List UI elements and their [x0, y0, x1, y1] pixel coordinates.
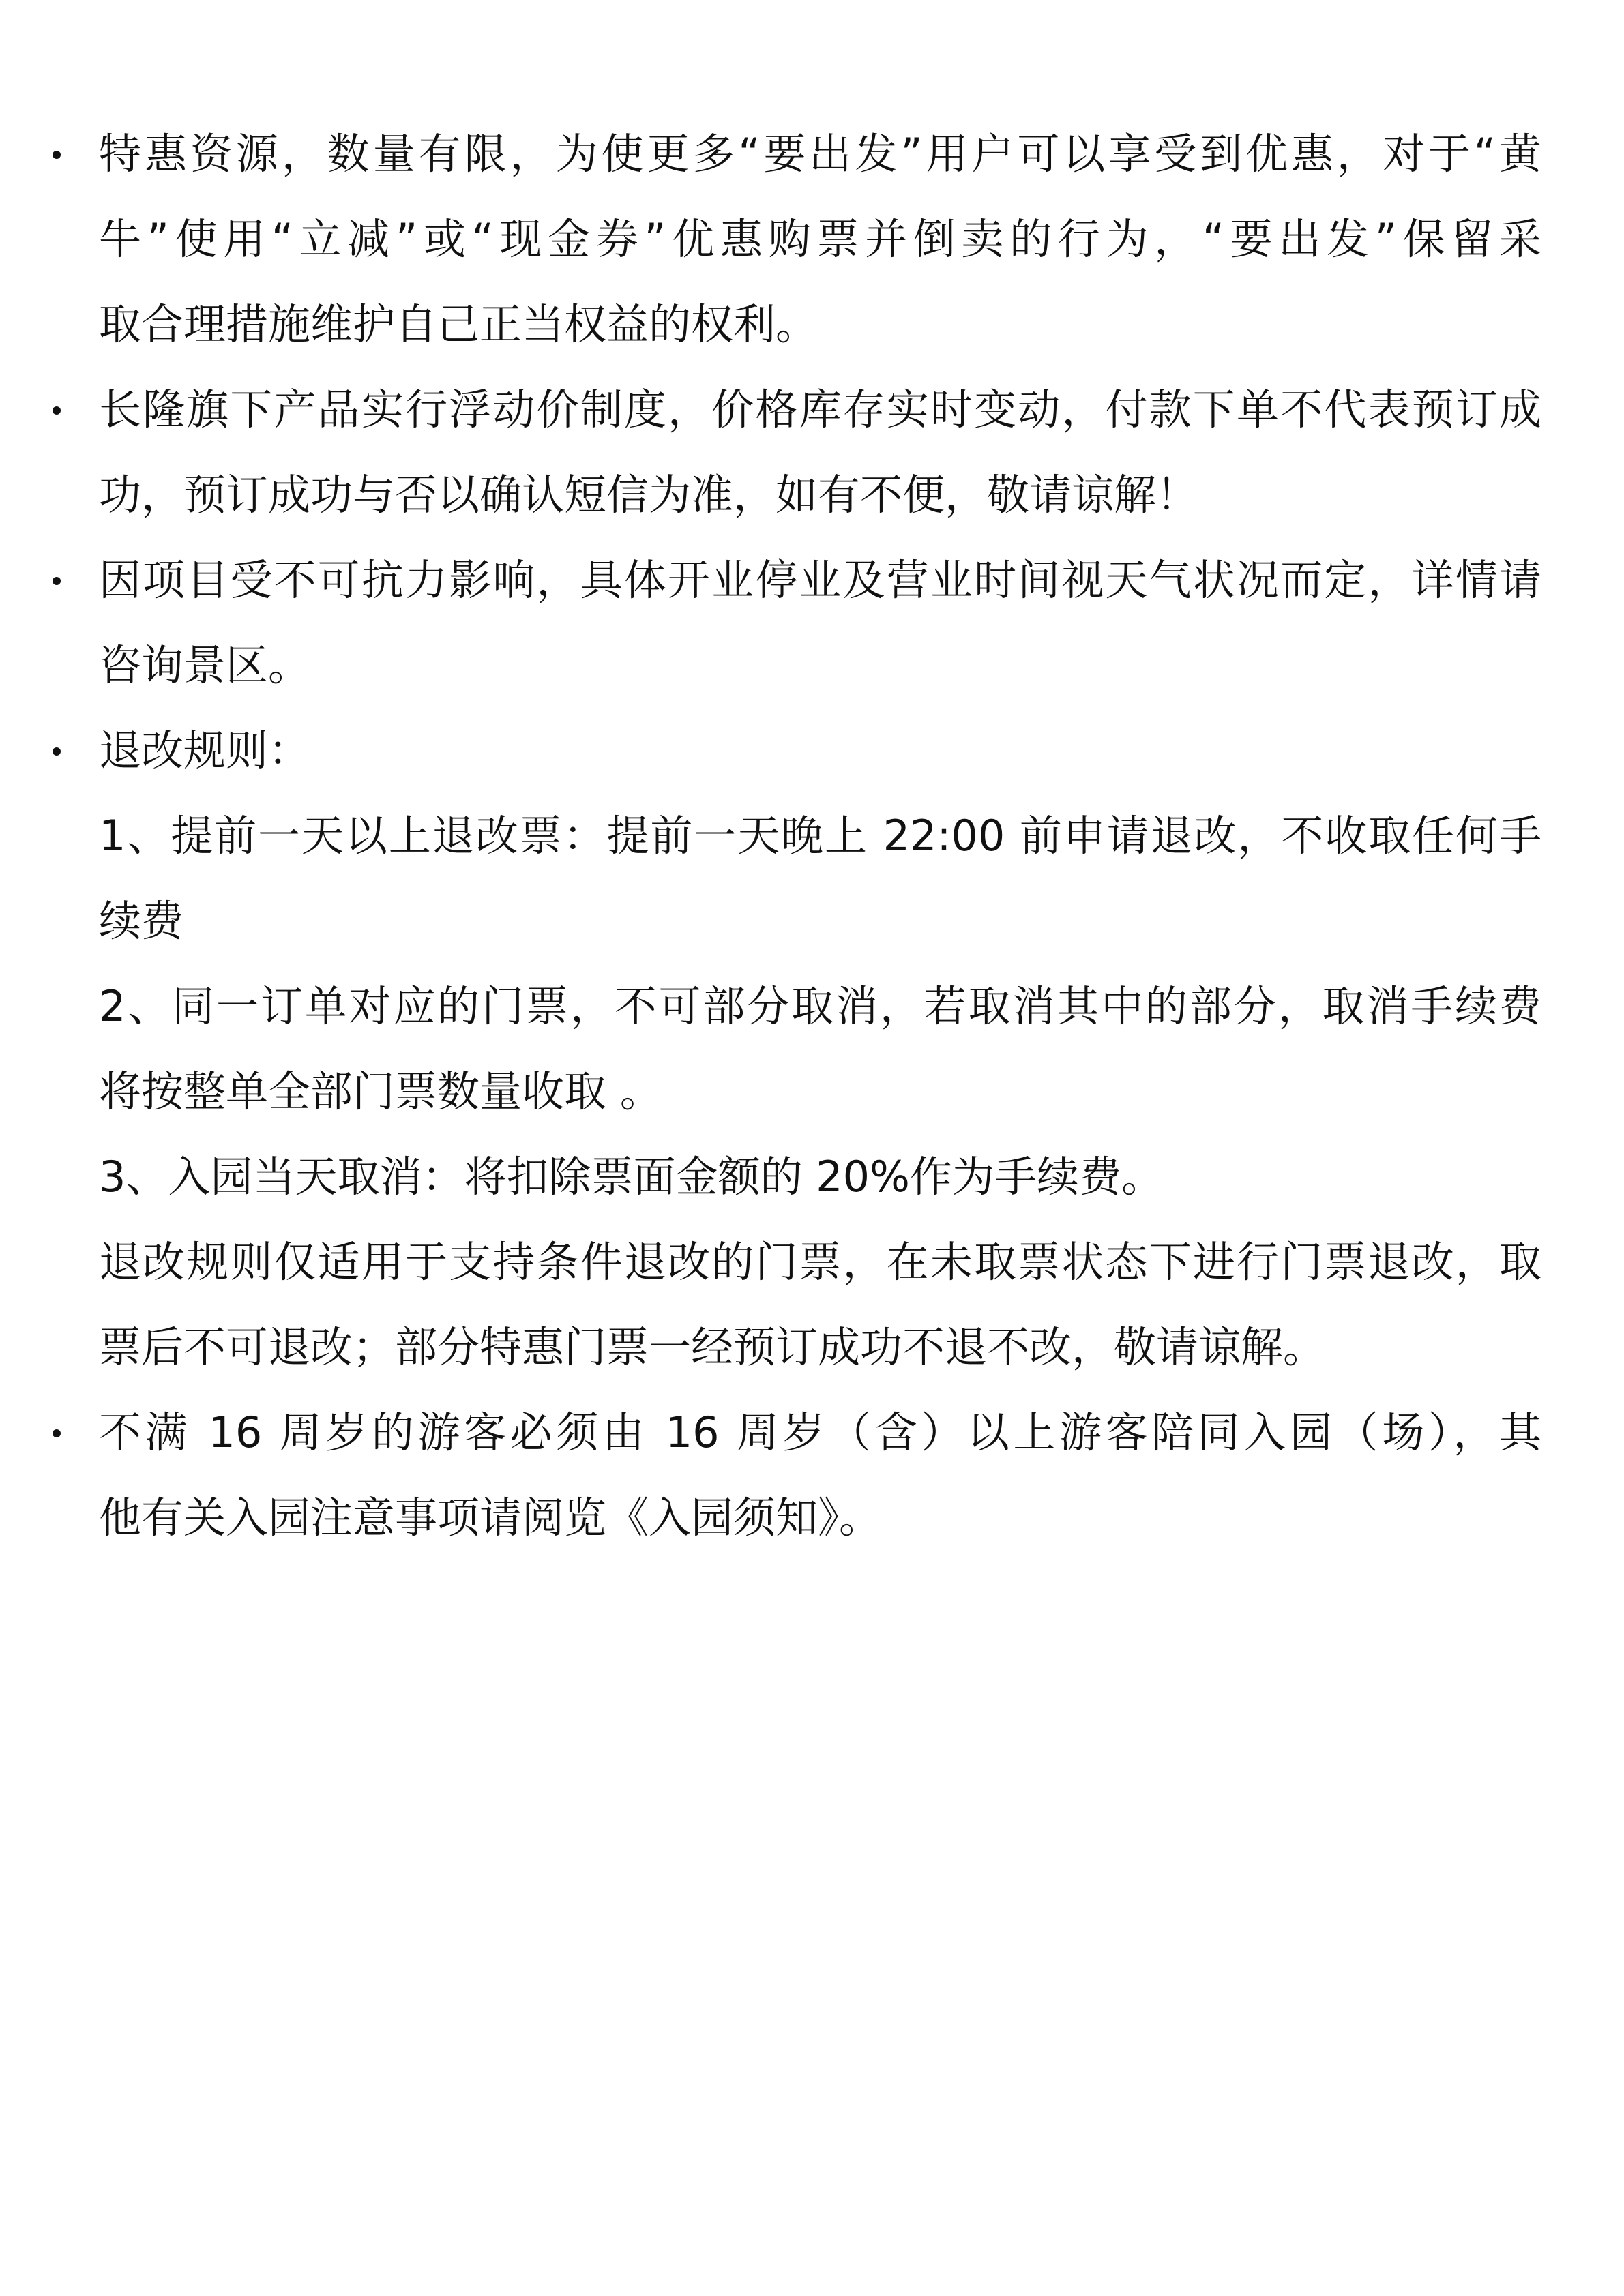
text-line: 3、入园当天取消：将扣除票面金额的 20%作为手续费。	[99, 1152, 1164, 1202]
text-line: 不满 16 周岁的游客必须由 16 周岁（含）以上游客陪同入园（场），其	[99, 1407, 1541, 1457]
text-line: 牛”使用“立减”或“现金券”优惠购票并倒卖的行为，“要出发”保留采	[99, 214, 1541, 264]
text-line: 功，预订成功与否以确认短信为准，如有不便，敬请谅解！	[99, 470, 1199, 520]
list-item-discount-policy	[99, 111, 1541, 367]
list-item-force-majeure	[99, 537, 1541, 708]
text-line: 取合理措施维护自己正当权益的权利。	[99, 299, 818, 349]
text-line: 1、提前一天以上退改票：提前一天晚上 22:00 前申请退改，不收取任何手	[99, 811, 1541, 861]
text-line: 票后不可退改；部分特惠门票一经预订成功不退不改，敬请谅解。	[99, 1322, 1326, 1372]
bullet-icon	[53, 406, 61, 415]
bullet-icon	[53, 747, 61, 756]
list-item-minor-visitors	[99, 1390, 1541, 1560]
text-line: 将按整单全部门票数量收取 。	[99, 1067, 662, 1116]
list-item-refund-rules	[99, 708, 1541, 1390]
bullet-icon	[53, 1429, 61, 1437]
text-line: 特惠资源，数量有限，为使更多“要出发”用户可以享受到优惠，对于“黄	[99, 129, 1541, 179]
bullet-icon	[53, 151, 61, 159]
text-line: 退改规则仅适用于支持条件退改的门票，在未取票状态下进行门票退改，取	[99, 1237, 1541, 1287]
text-line: 2、同一订单对应的门票，不可部分取消，若取消其中的部分，取消手续费	[99, 981, 1541, 1031]
text-line: 他有关入园注意事项请阅览《入园须知》。	[99, 1493, 882, 1542]
text-line: 长隆旗下产品实行浮动价制度，价格库存实时变动，付款下单不代表预订成	[99, 385, 1541, 434]
bullet-icon	[53, 577, 61, 585]
text-line: 因项目受不可抗力影响，具体开业停业及营业时间视天气状况而定，详情请	[99, 555, 1541, 605]
notice-list	[99, 111, 1541, 1560]
text-line: 咨询景区。	[99, 640, 311, 690]
text-line: 续费	[99, 896, 184, 946]
refund-rules-heading: 退改规则：	[99, 726, 311, 775]
list-item-floating-price	[99, 367, 1541, 537]
